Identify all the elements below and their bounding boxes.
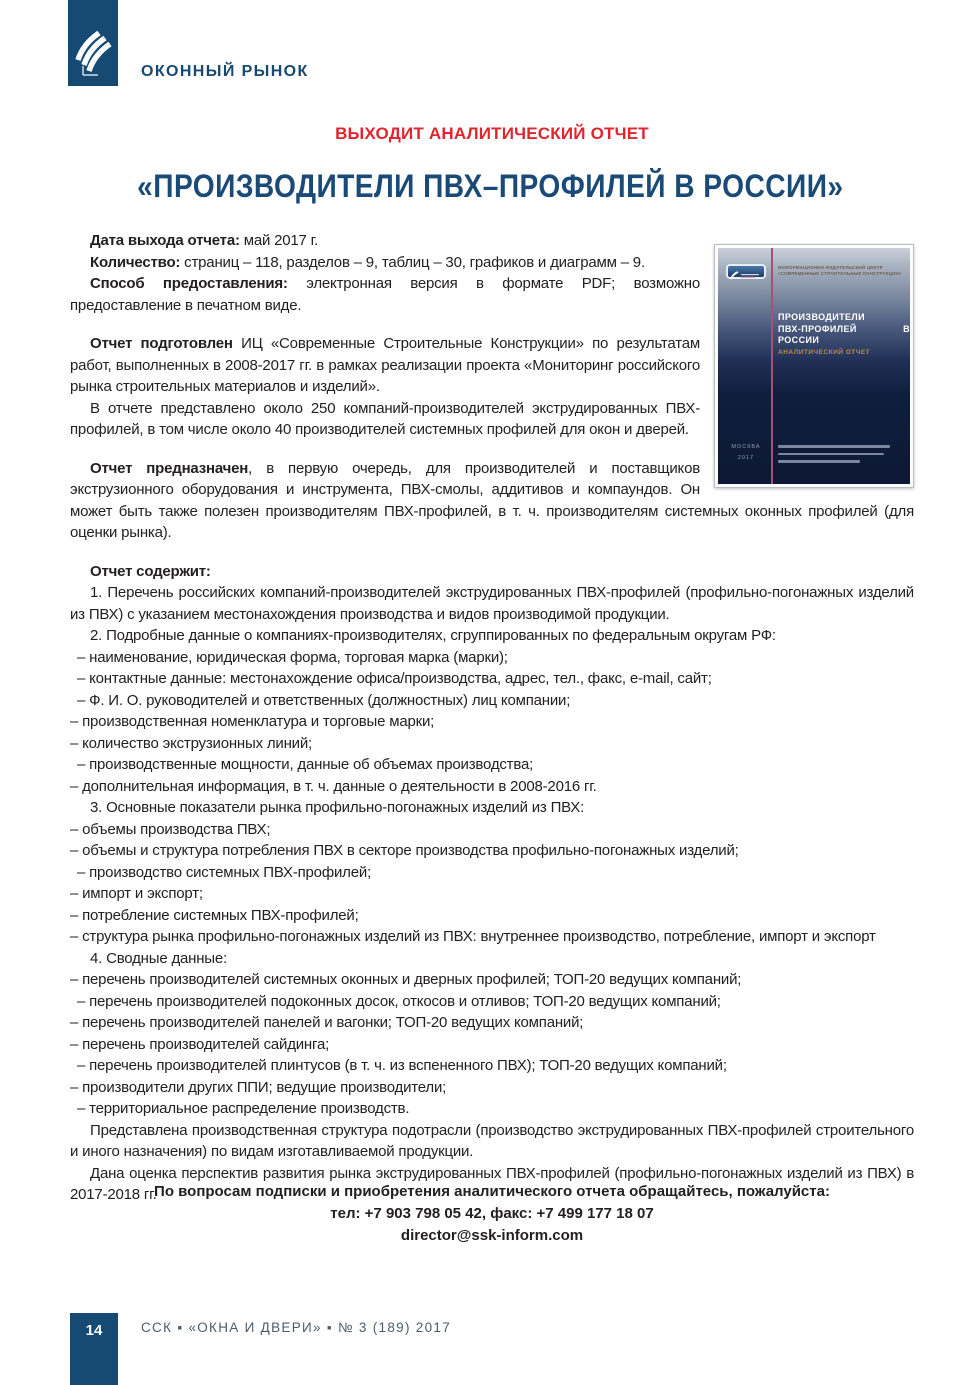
contact-email: director@ssk-inform.com	[400, 1227, 584, 1244]
contents-item: – производство системных ПВХ-профилей;	[77, 863, 371, 881]
report-cover-figure	[714, 244, 914, 488]
cover-publisher-name: ИНФОРМАЦИОННО-ИЗДАТЕЛЬСКИЙ ЦЕНТР «СОВРЕМЕННЫЕ СТРОИТЕЛЬНЫЕ КОНСТРУКЦИИ»	[778, 265, 902, 276]
contact-intro: По вопросам подписки и приобретения аналитического отчета обращайтесь, пожалуйста:	[154, 1183, 830, 1200]
contents-item: – наименование, юридическая форма, торговая марка (марки);	[77, 648, 508, 666]
contact-block	[70, 1181, 914, 1247]
contents-item: 3. Основные показатели рынка профильно-погонажных изделий из ПВХ:	[90, 799, 585, 816]
contents-item: – Ф. И. О. руководителей и ответственных (должностных) лиц компании;	[77, 691, 571, 709]
cover-accent-line	[771, 248, 773, 484]
contents-item: – количество экструзионных линий;	[70, 734, 313, 752]
contents-item: – объемы производства ПВХ;	[70, 820, 271, 838]
report-cover-art	[718, 248, 910, 484]
cover-subtitle: АНАЛИТИЧЕСКИЙ ОТЧЕТ	[778, 349, 871, 356]
contents-item: – перечень производителей подоконных досок, откосов и отливов; ТОП-20 ведущих компаний;	[77, 992, 721, 1010]
cover-contact-line	[778, 445, 890, 448]
section-label: ОКОННЫЙ РЫНОК	[141, 63, 309, 80]
ssk-logo	[68, 0, 118, 86]
contact-phone-fax: тел: +7 903 798 05 42, факс: +7 499 177 18 07	[330, 1205, 654, 1222]
cover-title: ПРОИЗВОДИТЕЛИ ПВХ-ПРОФИЛЕЙ В РОССИИ	[778, 312, 910, 345]
contents-item: – контактные данные: местонахождение офиса/производства, адрес, тел., факс, e-mail, сайт;	[77, 670, 712, 687]
contents-item: 4. Сводные данные:	[90, 949, 228, 967]
issue-line: ССК ▪ «ОКНА И ДВЕРИ» ▪ № 3 (189) 2017	[141, 1320, 452, 1335]
page-number-box	[70, 1313, 118, 1385]
contents-item: – перечень производителей системных оконных и дверных профилей; ТОП-20 ведущих компаний;	[70, 971, 742, 988]
paragraph-presented: В отчете представлено около 250 компаний-производителей экструдированных ПВХ-профилей, в том числе около 40 производителей системных профилей для окон и дверей.	[70, 399, 700, 438]
paragraph-forecast: Дана оценка перспектив развития рынка экструдированных ПВХ-профилей (профильно-погонажных изделий из ПВХ) в 2017-2018 гг.	[70, 1164, 914, 1203]
paragraph-prepared: Отчет подготовлен ИЦ «Современные Строительные Конструкции» по результатам работ, выполненных в 2008-2017 гг. в рамках реализации проекта «Мониторинг российского рынка строительных материалов и изделий».	[70, 335, 700, 395]
contents-item: – перечень производителей панелей и вагонки; ТОП-20 ведущих компаний;	[70, 1014, 584, 1031]
contents-item: 1. Перечень российских компаний-производителей экструдированных ПВХ-профилей (профильно-погонажных изделий из ПВХ) с указанием местонахождения производства и видов производимой продукции.	[70, 584, 914, 623]
cover-city-year: МОСКВА 2017	[731, 444, 761, 461]
info-release-date: Дата выхода отчета: май 2017 г.	[90, 232, 319, 249]
contents-item: – структура рынка профильно-погонажных изделий из ПВХ: внутреннее производство, потребление, импорт и экспорт	[70, 928, 876, 945]
contents-item: 2. Подробные данные о компаниях-производителях, сгруппированных по федеральным округам РФ:	[90, 627, 776, 644]
info-delivery: Способ предоставления: электронная версия в формате PDF; возможно предоставление в печатном виде.	[70, 275, 700, 314]
page-number: 14	[85, 1322, 103, 1339]
paragraph-intended: Отчет предназначен, в первую очередь, для производителей и поставщиков экструзионного оборудования и инструмента, ПВХ-смолы, аддитивов и компаундов. Он может быть также полезен производителям ПВХ-профилей, в т. ч. производителям системных оконных профилей (для оценки рынка).	[70, 459, 914, 541]
page-title: «ПРОИЗВОДИТЕЛИ ПВХ–ПРОФИЛЕЙ В РОССИИ»	[136, 168, 844, 204]
contents-item: – перечень производителей сайдинга;	[70, 1035, 330, 1053]
contents-item: – потребление системных ПВХ-профилей;	[70, 906, 359, 924]
cover-badge-swoosh-icon	[728, 270, 764, 281]
contents-list	[70, 582, 914, 1120]
contents-item: – дополнительная информация, в т. ч. данные о деятельности в 2008-2016 гг.	[70, 777, 597, 795]
contents-item: – импорт и экспорт;	[70, 885, 203, 902]
ssk-swoosh-icon	[68, 0, 118, 86]
contents-heading: Отчет содержит:	[90, 562, 211, 580]
paragraph-structure: Представлена производственная структура подотрасли (производство экструдированных ПВХ-профилей строительного и иного назначения) по видам изготавливаемой продукции.	[70, 1121, 914, 1160]
contents-item: – перечень производителей плинтусов (в т. ч. из вспененного ПВХ); ТОП-20 ведущих компаний;	[77, 1057, 727, 1074]
content-area	[70, 230, 914, 1206]
contents-item: – производственные мощности, данные об объемах производства;	[77, 756, 534, 773]
cover-contact-line	[778, 460, 860, 463]
kicker: ВЫХОДИТ АНАЛИТИЧЕСКИЙ ОТЧЕТ	[335, 124, 649, 143]
cover-publisher-badge	[726, 264, 766, 279]
info-quantity: Количество: страниц – 118, разделов – 9, таблиц – 30, графиков и диаграмм – 9.	[90, 253, 645, 271]
cover-contact-line	[778, 453, 884, 456]
contents-item: – производители других ППИ; ведущие производители;	[70, 1078, 447, 1096]
contents-item: – производственная номенклатура и торговые марки;	[70, 713, 435, 730]
contents-item: – территориальное распределение производств.	[77, 1100, 410, 1117]
contents-item: – объемы и структура потребления ПВХ в секторе производства профильно-погонажных изделий;	[70, 842, 739, 859]
cover-contact-placeholder	[778, 445, 896, 468]
